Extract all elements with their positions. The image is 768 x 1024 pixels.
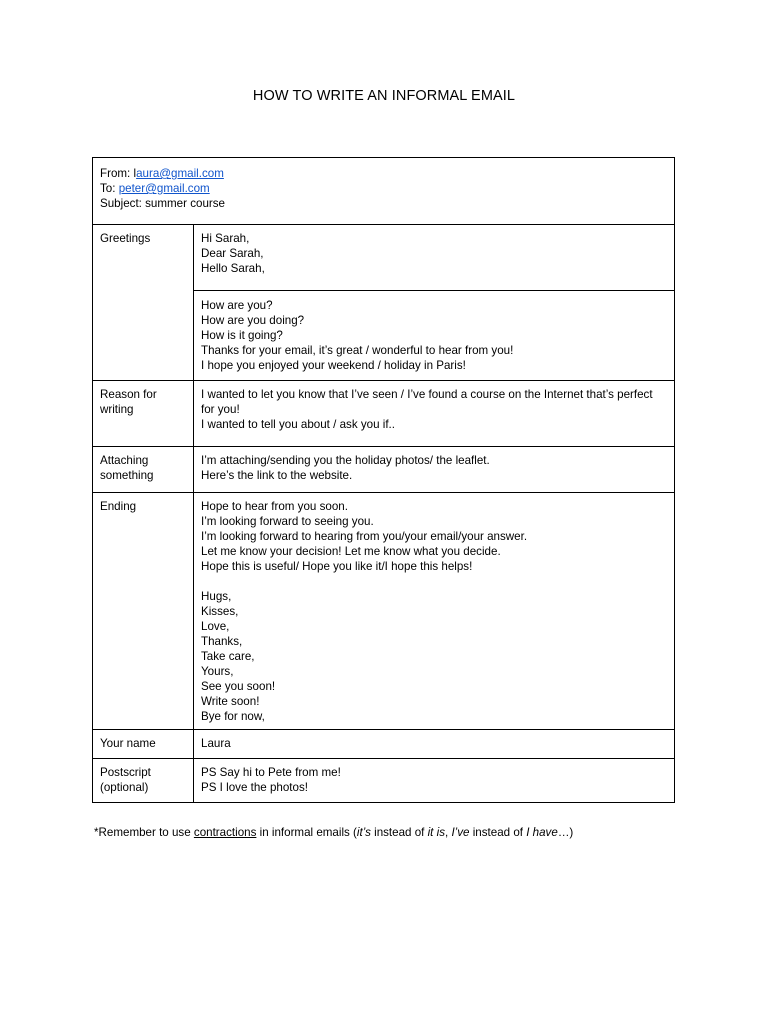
ending-line: Hope to hear from you soon. [201, 500, 348, 513]
greeting-line: How is it going? [201, 329, 283, 342]
ending-line: I’m looking forward to hearing from you/your email/your answer. [201, 530, 528, 543]
greetings-cell-2 [194, 291, 675, 381]
footnote-example: it’s [356, 826, 371, 839]
attaching-label: Attaching something [93, 447, 194, 493]
from-line [100, 166, 667, 181]
greeting-line: I hope you enjoyed your weekend / holiday in Paris! [201, 359, 466, 372]
greeting-line: How are you? [201, 299, 273, 312]
name-cell [194, 730, 675, 759]
to-label: To: [100, 182, 119, 195]
name-label: Your name [93, 730, 194, 759]
reason-label: Reason for writing [93, 381, 194, 447]
name-value: Laura [201, 737, 231, 750]
signoff-line: Take care, [201, 650, 255, 663]
email-structure-table [92, 157, 675, 803]
greeting-line: Hi Sarah, [201, 232, 250, 245]
ending-line: Hope this is useful/ Hope you like it/I hope this helps! [201, 560, 473, 573]
spacer [201, 574, 667, 589]
signoff-line: Write soon! [201, 695, 260, 708]
reason-line: I wanted to tell you about / ask you if.. [201, 418, 395, 431]
header-row [93, 158, 675, 225]
ending-row [93, 493, 675, 730]
name-row [93, 730, 675, 759]
email-header-cell [93, 158, 675, 225]
to-email-link[interactable]: peter@gmail.com [118, 182, 210, 195]
attaching-line: I’m attaching/sending you the holiday photos/ the leaflet. [201, 454, 490, 467]
from-email-link[interactable]: aura@gmail.com [136, 167, 224, 180]
greeting-line: How are you doing? [201, 314, 305, 327]
to-line [100, 181, 667, 196]
signoff-line: Kisses, [201, 605, 239, 618]
reason-row [93, 381, 675, 447]
subject-line: Subject: summer course [100, 197, 226, 210]
ending-line: Let me know your decision! Let me know what you decide. [201, 545, 501, 558]
reason-line: I wanted to let you know that I’ve seen / I’ve found a course on the Internet that’s perfect for you! [201, 388, 653, 416]
attaching-cell [194, 447, 675, 493]
footnote-text: , [445, 826, 452, 839]
signoff-line: See you soon! [201, 680, 276, 693]
postscript-label: Postscript (optional) [93, 759, 194, 803]
attaching-row [93, 447, 675, 493]
footnote-text: instead of [469, 826, 527, 839]
greetings-cell-1 [194, 225, 675, 291]
footnote-example: it is [427, 826, 445, 839]
footnote-text: …) [557, 826, 574, 839]
footnote-underlined-term: contractions [193, 826, 257, 839]
greeting-line: Thanks for your email, it’s great / wonderful to hear from you! [201, 344, 514, 357]
page-title: HOW TO WRITE AN INFORMAL EMAIL [252, 88, 516, 104]
footnote-text: instead of [370, 826, 428, 839]
greeting-line: Dear Sarah, [201, 247, 264, 260]
footnote-example: I have [526, 826, 558, 839]
from-label: From: l [100, 167, 137, 180]
postscript-cell [194, 759, 675, 803]
footnote-text: *Remember to use [94, 826, 194, 839]
contractions-footnote [94, 825, 734, 840]
reason-cell [194, 381, 675, 447]
greetings-label: Greetings [93, 225, 194, 381]
signoff-line: Bye for now, [201, 710, 265, 723]
signoff-line: Love, [201, 620, 230, 633]
signoff-line: Hugs, [201, 590, 232, 603]
attaching-line: Here’s the link to the website. [201, 469, 353, 482]
postscript-line: PS Say hi to Pete from me! [201, 766, 341, 779]
greetings-row-1 [93, 225, 675, 291]
greeting-line: Hello Sarah, [201, 262, 265, 275]
footnote-text: in informal emails ( [256, 826, 357, 839]
ending-label: Ending [93, 493, 194, 730]
signoff-line: Thanks, [201, 635, 243, 648]
postscript-row [93, 759, 675, 803]
postscript-line: PS I love the photos! [201, 781, 308, 794]
ending-line: I’m looking forward to seeing you. [201, 515, 374, 528]
footnote-example: I’ve [451, 826, 470, 839]
signoff-line: Yours, [201, 665, 234, 678]
ending-cell [194, 493, 675, 730]
